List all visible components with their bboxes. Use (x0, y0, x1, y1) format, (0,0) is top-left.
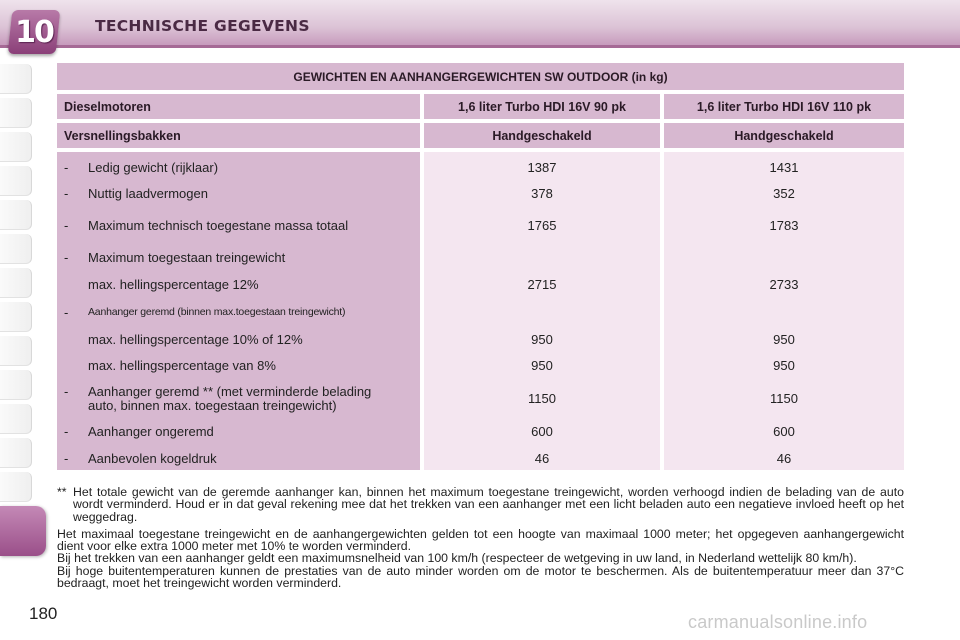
page-number: 180 (29, 604, 58, 623)
table-cell: 950 (531, 332, 553, 347)
watermark: carmanualsonline.info (688, 612, 868, 632)
table-cell: 1765 (527, 218, 557, 233)
note-paragraph: Bij het trekken van een aanhanger geldt een maximumsnelheid van 100 km/h (respecteer de wetgeving in uw land, in Nederland wettelijk 80 km/h). (57, 551, 857, 566)
chapter-tab[interactable] (0, 64, 32, 94)
gearbox-col-1: Handgeschakeld (424, 123, 660, 148)
label-column: - Ledig gewicht (rijklaar) - Nuttig laadvermogen - Maximum technisch toegestane massa totaal - Maximum toegestaan treingewicht max. hellingspercentage 12% - Aanhanger geremd (binnen max.toegestaan treingewicht) max. hellingspercentage 10% of 12% max. hellingspercentage van 8% - Aanhanger geremd ** (met verminderde belading auto, binnen max. toegestaan treingewicht) - Aanhanger ongeremd - Aanbevolen kogeldruk (57, 152, 420, 470)
table-cell: 46 (776, 451, 792, 466)
table-cell: 352 (773, 186, 795, 201)
table-cell: 950 (531, 358, 553, 373)
chapter-tab[interactable] (0, 438, 32, 468)
value-column-110pk (664, 152, 904, 470)
table-body (57, 152, 904, 470)
chapter-tab[interactable] (0, 404, 32, 434)
chapter-tab[interactable] (0, 302, 32, 332)
gearbox-row (57, 123, 904, 148)
chapter-tab[interactable] (0, 472, 32, 502)
chapter-tab[interactable] (0, 200, 32, 230)
table-cell: 1150 (528, 391, 556, 406)
chapter-number: 10 (15, 14, 53, 50)
chapter-tab-active[interactable] (0, 506, 46, 556)
table-cell: 2733 (769, 277, 799, 292)
page-title: TECHNISCHE GEGEVENS (95, 17, 310, 35)
chapter-tab[interactable] (0, 268, 32, 298)
table-title: GEWICHTEN EN AANHANGERGEWICHTEN SW OUTDOOR (in kg) (57, 63, 904, 90)
value-column-90pk (424, 152, 660, 470)
footnotes (57, 486, 904, 589)
engine-row (57, 94, 904, 119)
table-cell: 950 (773, 358, 795, 373)
note-paragraph: Het maximaal toegestane treingewicht en de aanhangergewichten gelden tot een hoogte van maximaal 1000 meter; het opgegeven aanhangergewicht dient voor elke extra 1000 meter met 10% te worden verminderd. (57, 526, 904, 554)
engine-label: Dieselmotoren (57, 94, 420, 119)
weights-table (57, 63, 904, 470)
table-cell: 46 (534, 451, 550, 466)
gearbox-col-2: Handgeschakeld (664, 123, 904, 148)
chapter-badge (8, 10, 61, 54)
table-cell: 600 (531, 424, 553, 439)
footnote-marker: ** (57, 485, 67, 499)
chapter-tab[interactable] (0, 370, 32, 400)
table-cell: 2715 (527, 277, 557, 292)
chapter-tab[interactable] (0, 336, 32, 366)
chapter-tab[interactable] (0, 98, 32, 128)
page-header (0, 0, 960, 48)
chapter-tab[interactable] (0, 166, 32, 196)
table-cell: 950 (773, 332, 795, 347)
chapter-tab-strip (0, 64, 34, 564)
table-cell: 1387 (527, 160, 557, 175)
footnote-text: Het totale gewicht van de geremde aanhanger kan, binnen het maximum toegestane treingewicht, worden verhoogd indien de belading van de auto wordt verminderd. Houd er in dat geval rekening mee dat het trekken van een aanhanger met een licht beladen auto een negatieve invloed heeft op het weggedrag. (73, 485, 904, 524)
table-cell: 1431 (769, 160, 799, 175)
table-cell: 1150 (770, 391, 798, 406)
note-paragraph: Bij hoge buitentemperaturen kunnen de prestaties van de auto minder worden om de motor te beschermen. Als de buitentemperatuur meer dan 37°C bedraagt, moet het treingewicht worden verminderd. (57, 563, 904, 591)
footnote-star (57, 486, 904, 523)
engine-col-1: 1,6 liter Turbo HDI 16V 90 pk (424, 94, 660, 119)
gearbox-label: Versnellingsbakken (57, 123, 420, 148)
table-cell: 1783 (769, 218, 799, 233)
table-cell: 378 (531, 186, 553, 201)
engine-col-2: 1,6 liter Turbo HDI 16V 110 pk (664, 94, 904, 119)
chapter-tab[interactable] (0, 132, 32, 162)
table-cell: 600 (773, 424, 795, 439)
chapter-tab[interactable] (0, 234, 32, 264)
